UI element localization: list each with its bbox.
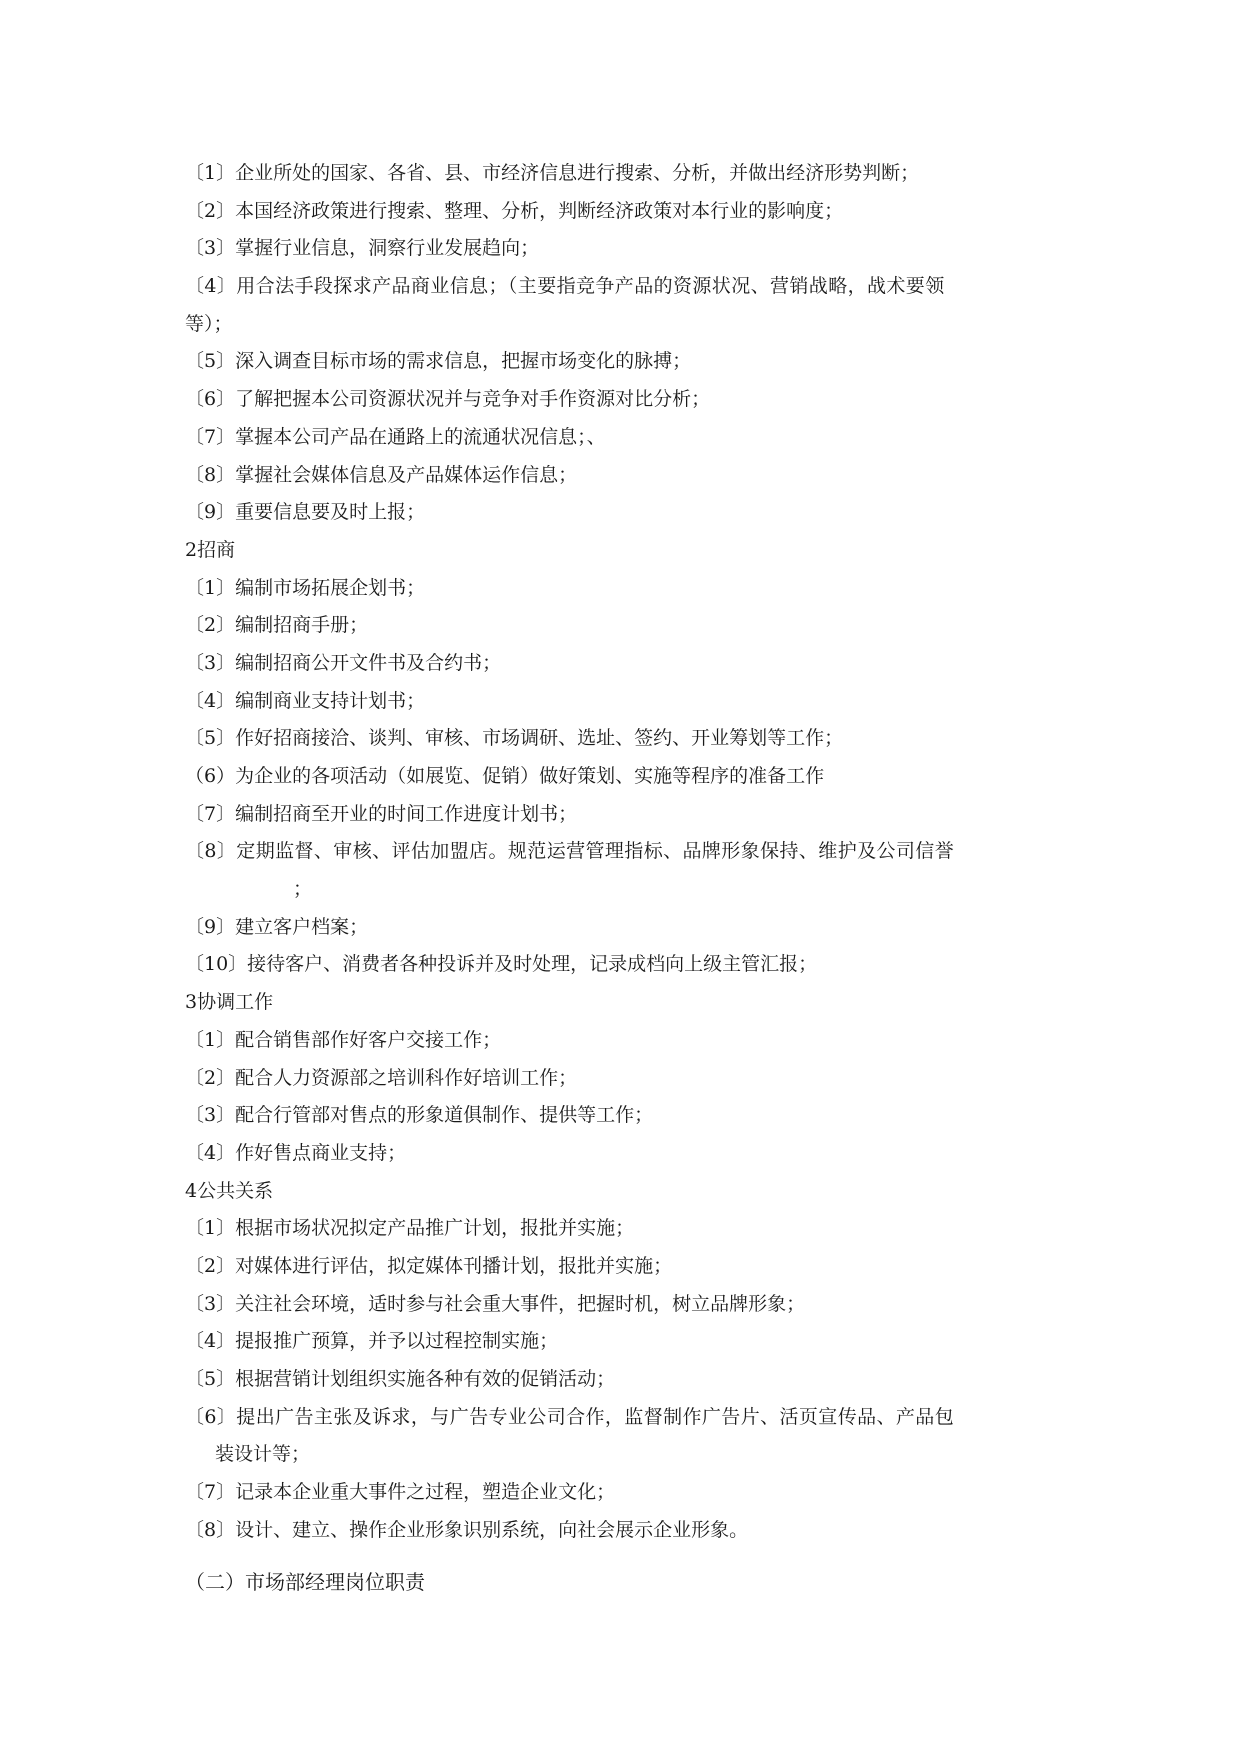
list-item: 〔8〕定期监督、审核、评估加盟店。规范运营管理指标、品牌形象保持、维护及公司信誉 xyxy=(185,840,955,863)
list-item: 〔3〕关注社会环境，适时参与社会重大事件，把握时机，树立品牌形象； xyxy=(185,1292,806,1315)
section-heading-coordination: 3协调工作 xyxy=(185,991,274,1014)
list-item: 〔7〕编制招商至开业的时间工作进度计划书； xyxy=(185,802,578,825)
list-item-continuation: ； xyxy=(293,878,313,901)
list-item: 〔1〕编制市场拓展企划书； xyxy=(185,576,426,599)
list-item: 〔2〕对媒体进行评估，拟定媒体刊播计划，报批并实施； xyxy=(185,1254,673,1277)
list-item: 〔9〕建立客户档案； xyxy=(185,915,369,938)
list-item: 〔7〕记录本企业重大事件之过程，塑造企业文化； xyxy=(185,1481,616,1504)
list-item: 〔5〕根据营销计划组织实施各种有效的促销活动； xyxy=(185,1368,616,1390)
section-title: （二）市场部经理岗位职责 xyxy=(185,1570,425,1595)
list-item-continuation: 等）； xyxy=(185,312,233,335)
list-item: 〔4〕提报推广预算，并予以过程控制实施； xyxy=(185,1330,559,1353)
section-heading-public-relations: 4公共关系 xyxy=(185,1179,274,1202)
list-item: 〔4〕编制商业支持计划书； xyxy=(185,689,426,712)
list-item: 〔1〕配合销售部作好客户交接工作； xyxy=(185,1028,502,1051)
list-item: 〔2〕配合人力资源部之培训科作好培训工作； xyxy=(185,1066,578,1089)
list-item: 〔5〕深入调查目标市场的需求信息，把握市场变化的脉搏； xyxy=(185,350,692,373)
list-item: 〔9〕重要信息要及时上报； xyxy=(185,501,426,524)
list-item: 〔1〕根据市场状况拟定产品推广计划，报批并实施； xyxy=(185,1217,635,1240)
list-item: 〔3〕编制招商公开文件书及合约书； xyxy=(185,651,502,674)
list-item: 〔8〕设计、建立、操作企业形象识别系统，向社会展示企业形象。 xyxy=(185,1518,749,1541)
list-item: 〔7〕掌握本公司产品在通路上的流通状况信息；、 xyxy=(185,425,606,448)
list-item: 〔6〕了解把握本公司资源状况并与竞争对手作资源对比分析； xyxy=(185,388,711,411)
list-item: 〔6〕提出广告主张及诉求，与广告专业公司合作，监督制作广告片、活页宣传品、产品包 xyxy=(185,1405,955,1428)
list-item: 〔8〕掌握社会媒体信息及产品媒体运作信息； xyxy=(185,463,578,486)
list-item: 〔1〕企业所处的国家、各省、县、市经济信息进行搜索、分析，并做出经济形势判断； xyxy=(185,162,920,184)
list-item: 〔4〕作好售点商业支持； xyxy=(185,1141,407,1164)
section-heading-merchants: 2招商 xyxy=(185,538,236,561)
list-item: 〔2〕编制招商手册； xyxy=(185,614,369,637)
document-body xyxy=(185,155,1065,1602)
list-item: 〔4〕用合法手段探求产品商业信息；（主要指竞争产品的资源状况、营销战略，战术要领 xyxy=(185,275,945,298)
list-item: 〔10〕接待客户、消费者各种投诉并及时处理，记录成档向上级主管汇报； xyxy=(185,953,818,976)
list-item: （6）为企业的各项活动（如展览、促销）做好策划、实施等程序的准备工作 xyxy=(185,765,825,787)
list-item: 〔3〕掌握行业信息，洞察行业发展趋向； xyxy=(185,237,540,260)
list-item: 〔3〕配合行管部对售点的形象道俱制作、提供等工作； xyxy=(185,1104,654,1127)
list-item: 〔5〕作好招商接洽、谈判、审核、市场调研、选址、签约、开业筹划等工作； xyxy=(185,727,844,750)
list-item: 〔2〕本国经济政策进行搜索、整理、分析，判断经济政策对本行业的影响度； xyxy=(185,199,844,222)
list-item-continuation: 装设计等； xyxy=(215,1443,311,1466)
